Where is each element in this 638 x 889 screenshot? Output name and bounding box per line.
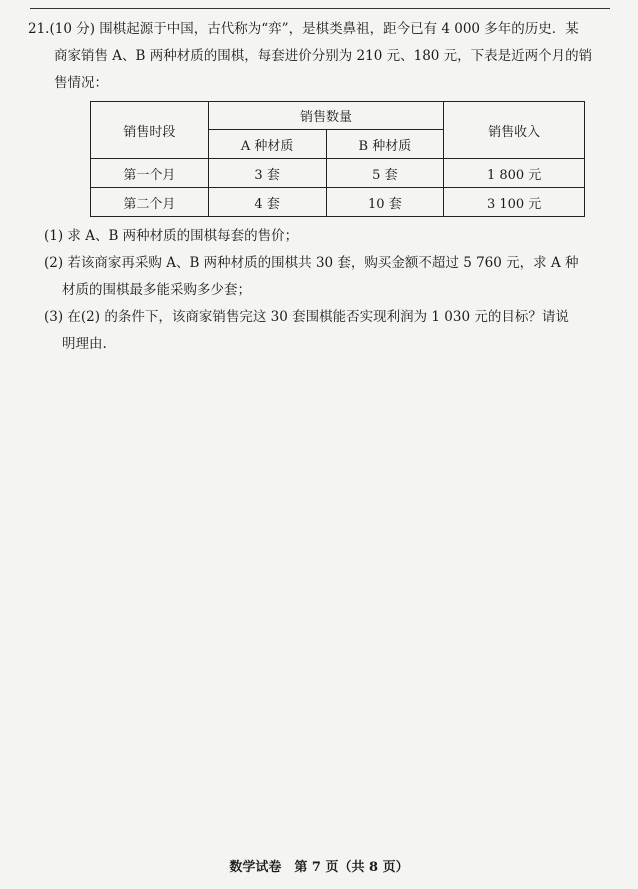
header-income: 销售收入	[444, 102, 585, 159]
table-row	[91, 159, 585, 188]
problem-statement	[28, 16, 613, 97]
problem-line-2: 商家销售 A、B 两种材质的围棋，每套进价分别为 210 元、180 元，下表是近两个月的销	[54, 48, 593, 64]
row-b-qty: 10 套	[326, 188, 444, 217]
row-a-qty: 4 套	[208, 188, 326, 217]
row-income: 1 800 元	[444, 159, 585, 188]
question-2-line-2: 材质的围棋最多能采购多少套；	[62, 282, 251, 298]
page-footer: 数学试卷 第 7 页（共 8 页）	[229, 860, 409, 875]
subheader-b: B 种材质	[326, 130, 444, 159]
row-a-qty: 3 套	[208, 159, 326, 188]
question-list	[44, 223, 609, 358]
header-quantity: 销售数量	[208, 102, 444, 130]
row-income: 3 100 元	[444, 188, 585, 217]
question-1: (1) 求 A、B 两种材质的围棋每套的售价；	[44, 228, 299, 244]
top-rule	[30, 8, 610, 9]
problem-line-1: 21.(10 分) 围棋起源于中国，古代称为“弈”，是棋类鼻祖，距今已有 4 000 多年的历史．某	[28, 21, 579, 37]
row-b-qty: 5 套	[326, 159, 444, 188]
sales-table	[90, 101, 585, 217]
row-period: 第一个月	[91, 159, 209, 188]
subheader-a: A 种材质	[208, 130, 326, 159]
row-period: 第二个月	[91, 188, 209, 217]
question-3-line-1: (3) 在(2) 的条件下，该商家销售完这 30 套围棋能否实现利润为 1 030 元的目标？请说	[44, 309, 569, 325]
question-2-line-1: (2) 若该商家再采购 A、B 两种材质的围棋共 30 套，购买金额不超过 5 760 元，求 A 种	[44, 255, 579, 271]
header-period: 销售时段	[91, 102, 209, 159]
question-3-line-2: 明理由.	[62, 336, 107, 352]
problem-line-3: 售情况：	[54, 75, 108, 91]
table-row	[91, 188, 585, 217]
